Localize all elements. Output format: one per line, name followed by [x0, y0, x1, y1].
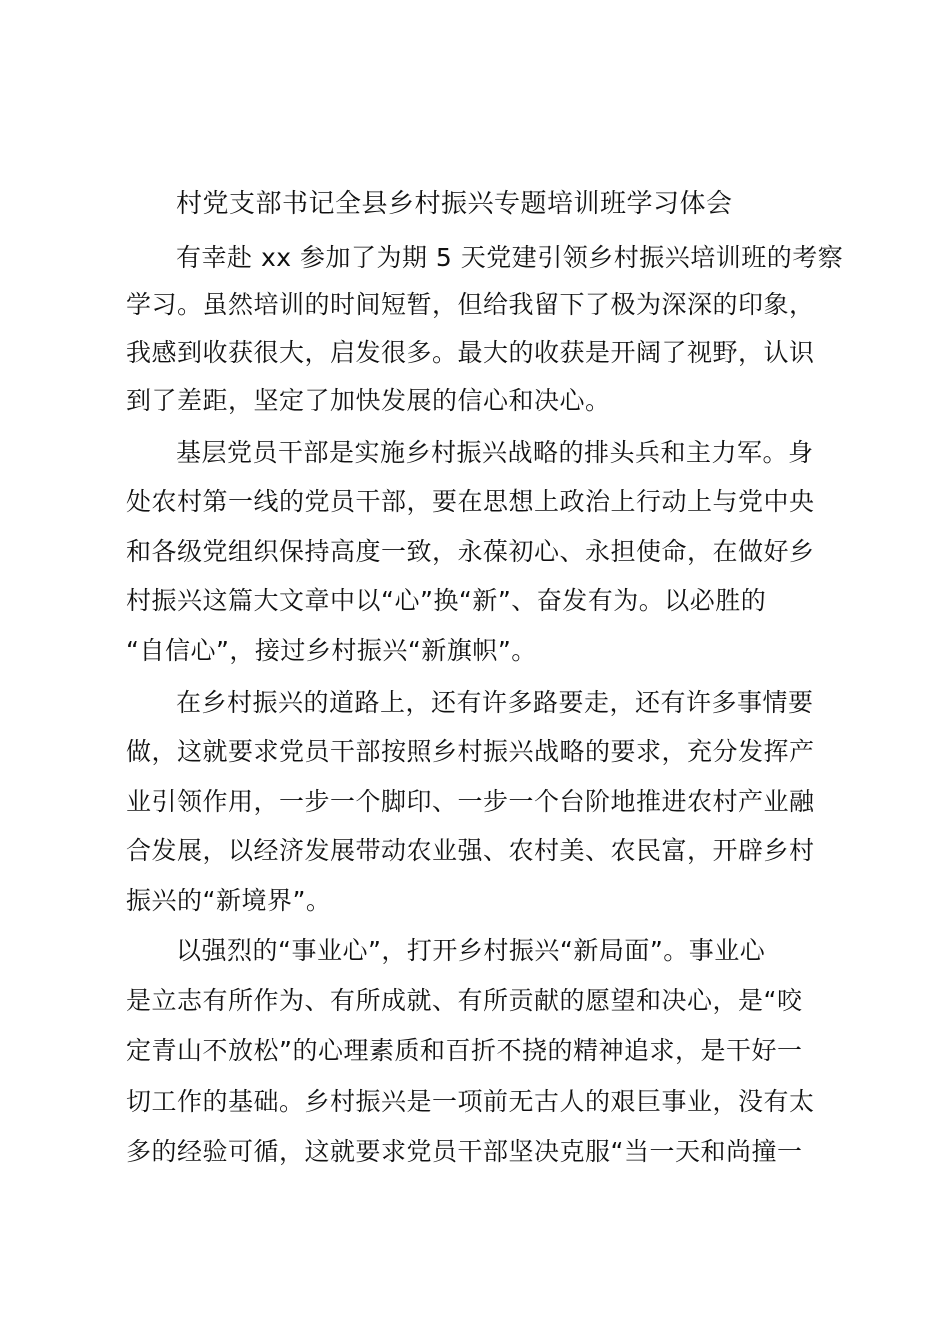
- paragraph-4-line-1: 以强烈的“事业心”，打开乡村振兴“新局面”。事业心: [176, 936, 766, 965]
- paragraph-4-line-5: 多的经验可循，这就要求党员干部坚决克服“当一天和尚撞一: [126, 1137, 803, 1166]
- paragraph-2-line-5: “自信心”，接过乡村振兴“新旗帜”。: [126, 636, 537, 665]
- document-title: 村党支部书记全县乡村振兴专题培训班学习体会: [176, 189, 733, 219]
- paragraph-1-line-2: 学习。虽然培训的时间短暂，但给我留下了极为深深的印象，: [126, 290, 815, 319]
- paragraph-3-line-3: 业引领作用，一步一个脚印、一步一个台阶地推进农村产业融: [126, 787, 815, 816]
- paragraph-3-line-5: 振兴的“新境界”。: [126, 886, 332, 915]
- paragraph-3-line-1: 在乡村振兴的道路上，还有许多路要走，还有许多事情要: [176, 688, 814, 717]
- paragraph-1-line-4: 到了差距，坚定了加快发展的信心和决心。: [126, 386, 611, 415]
- paragraph-3-line-4: 合发展，以经济发展带动农业强、农村美、农民富，开辟乡村: [126, 836, 815, 865]
- paragraph-2-line-2: 处农村第一线的党员干部，要在思想上政治上行动上与党中央: [126, 487, 815, 516]
- paragraph-4-line-4: 切工作的基础。乡村振兴是一项前无古人的艰巨事业，没有太: [126, 1087, 815, 1116]
- paragraph-1-line-1: 有幸赴 xx 参加了为期 5 天党建引领乡村振兴培训班的考察: [176, 243, 844, 272]
- paragraph-3-line-2: 做，这就要求党员干部按照乡村振兴战略的要求，充分发挥产: [126, 737, 815, 766]
- paragraph-4-line-3: 定青山不放松”的心理素质和百折不挠的精神追求，是干好一: [126, 1036, 803, 1065]
- paragraph-2-line-4: 村振兴这篇大文章中以“心”换“新”、奋发有为。以必胜的: [126, 586, 767, 615]
- paragraph-4-line-2: 是立志有所作为、有所成就、有所贡献的愿望和决心，是“咬: [126, 986, 803, 1015]
- paragraph-2-line-3: 和各级党组织保持高度一致，永葆初心、永担使命，在做好乡: [126, 537, 815, 566]
- paragraph-1-line-3: 我感到收获很大，启发很多。最大的收获是开阔了视野，认识: [126, 338, 815, 367]
- paragraph-2-line-1: 基层党员干部是实施乡村振兴战略的排头兵和主力军。身: [176, 438, 814, 467]
